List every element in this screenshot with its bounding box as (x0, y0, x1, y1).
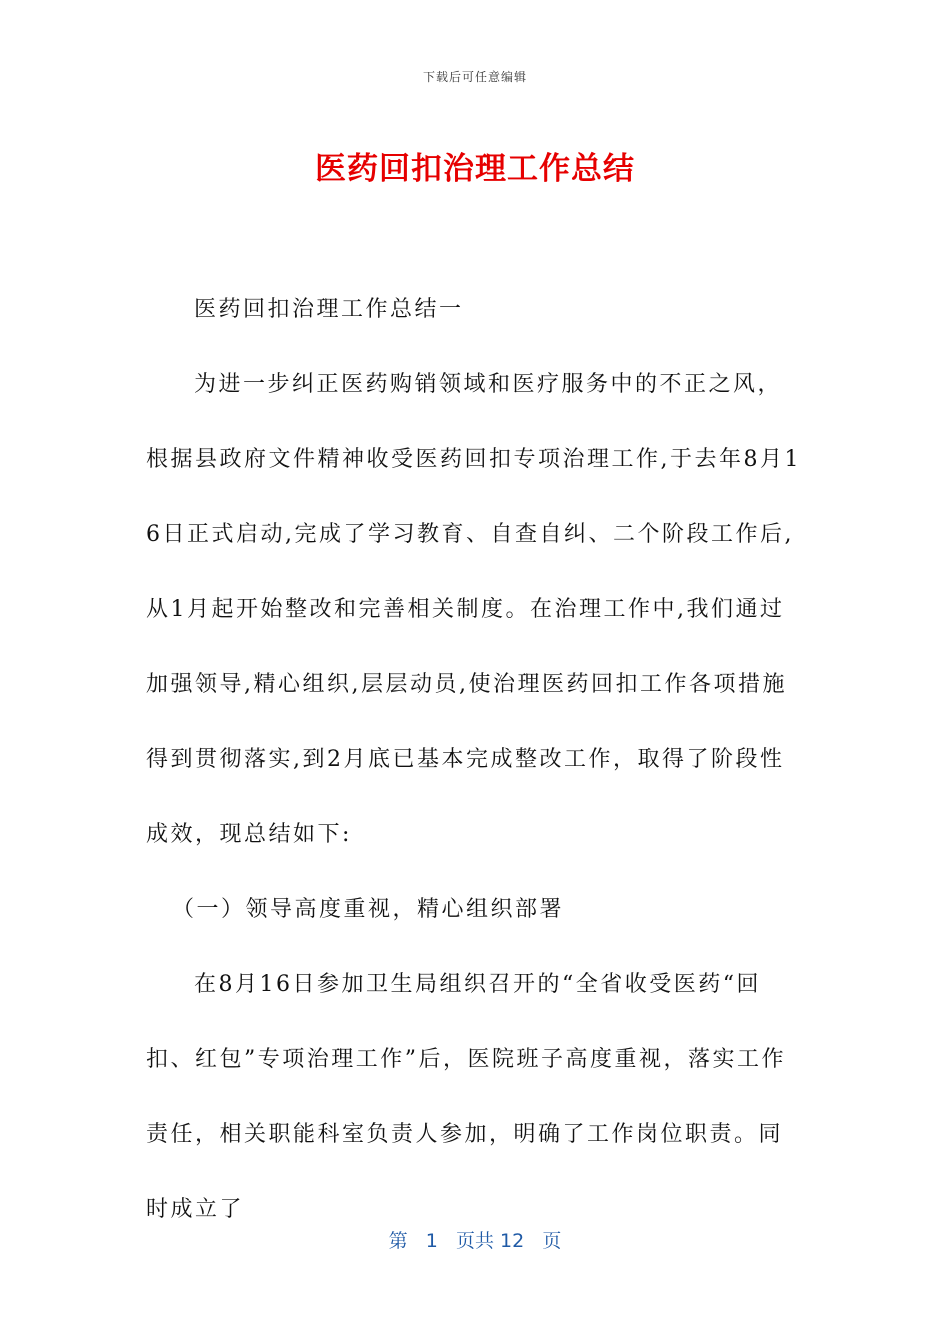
subheading: （一）领导高度重视，精心组织部署 (172, 897, 565, 922)
document-title: 医药回扣治理工作总结 (315, 151, 635, 187)
page-label-mid: 页共 (455, 1230, 494, 1252)
total-pages-number: 12 (500, 1230, 525, 1252)
paragraph: 在8月16日参加卫生局组织召开的“全省收受医药“回扣、红包”专项治理工作”后，医院班子高度重视，落实工作责任，相关职能科室负责人参加，明确了工作岗位职责。同时成立了 (146, 972, 786, 1222)
page-label-suffix: 页 (542, 1230, 562, 1252)
header-note: 下载后可任意编辑 (422, 70, 527, 84)
paragraph: 为进一步纠正医药购销领域和医疗服务中的不正之风，根据县政府文件精神收受医药回扣专项治理工作,于去年8月16日正式启动,完成了学习教育、自查自纠、二个阶段工作后,从1月起开始整改和完善相关制度。在治理工作中,我们通过加强领导,精心组织,层层动员,使治理医药回扣工作各项措施得到贯彻落实,到2月底已基本完成整改工作，取得了阶段性成效，现总结如下: (146, 372, 801, 847)
section-heading: 医药回扣治理工作总结一 (194, 297, 464, 322)
current-page-number: 1 (425, 1230, 438, 1252)
page-label-prefix: 第 (388, 1230, 408, 1252)
page-footer (0, 1226, 950, 1253)
document-body (146, 272, 806, 1247)
